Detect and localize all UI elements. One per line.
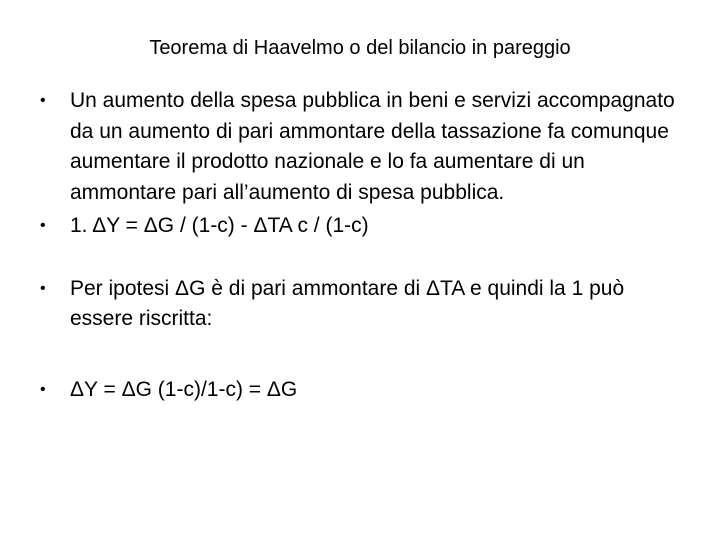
slide-title: Teorema di Haavelmo o del bilancio in pareggio [149, 37, 571, 59]
bullet-marker: • [40, 92, 46, 109]
bullet-item-4 [34, 375, 684, 406]
bullet-item-2 [34, 211, 684, 242]
bullet-item-1 [34, 86, 684, 208]
bullet-marker: • [40, 279, 46, 297]
bullet-marker: • [40, 217, 46, 234]
bullet-text: Per ipotesi ΔG è di pari ammontare di ΔTA e quindi la 1 può essere riscritta: [70, 276, 625, 330]
bullet-text: ΔY = ΔG (1-c)/1-c) = ΔG [70, 377, 298, 401]
bullet-item-3 [34, 274, 684, 335]
bullet-list [34, 86, 684, 408]
bullet-text: Un aumento della spesa pubblica in beni e servizi accompagnato da un aumento di pari ammontare della tassazione fa comunque aumentare il prodotto nazionale e lo fa aumentare di un ammontare pari all’aumento di spesa pubblica. [70, 89, 675, 204]
bullet-marker: • [40, 380, 46, 398]
bullet-text: 1. ΔY = ΔG / (1-c) - ΔTA c / (1-c) [70, 214, 369, 237]
